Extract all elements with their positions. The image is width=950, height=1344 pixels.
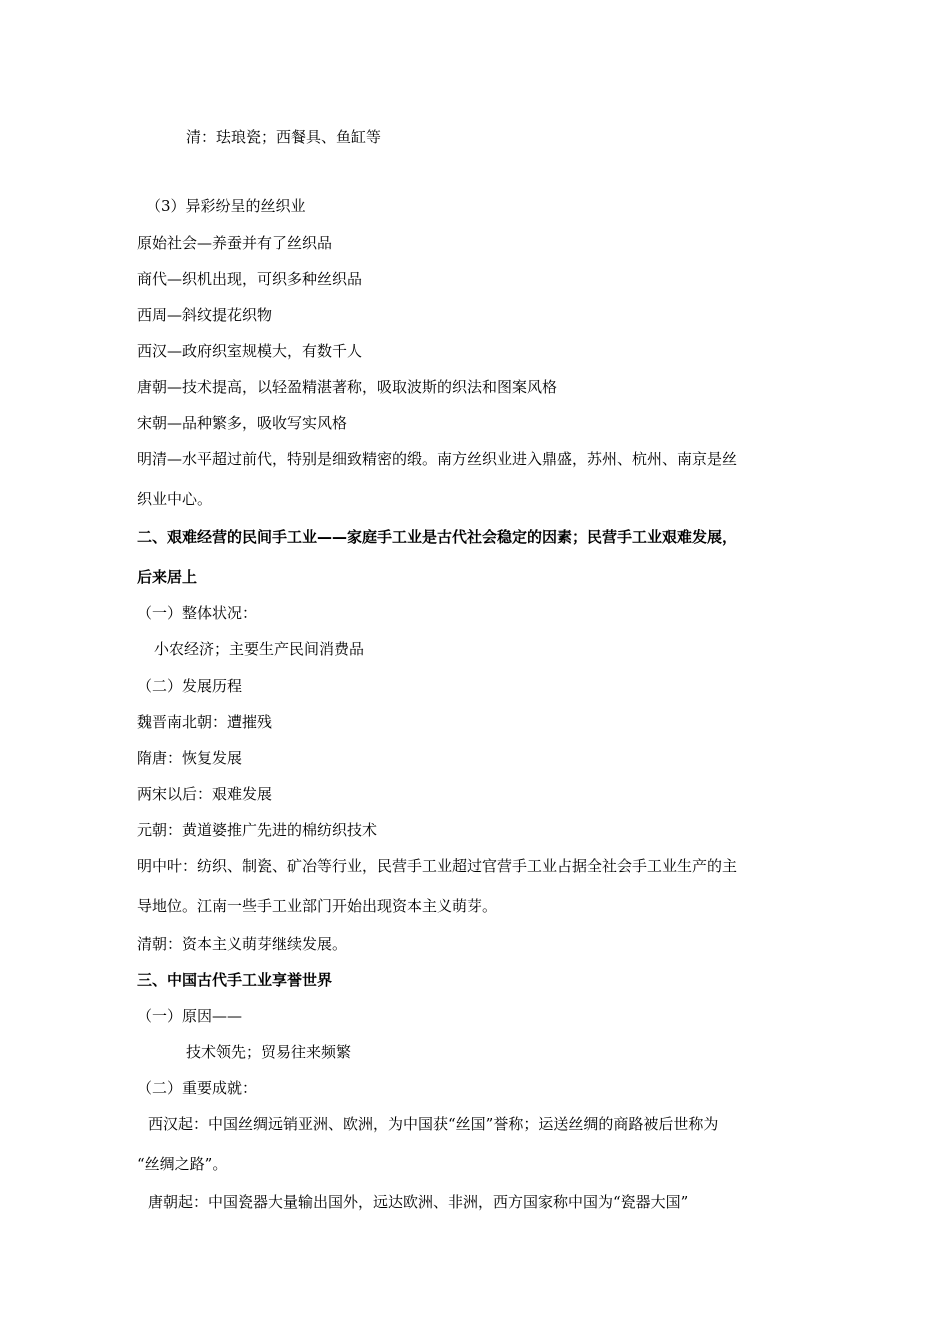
reasons-heading: （一）原因——	[137, 1007, 243, 1025]
overall-status-text: 小农经济；主要生产民间消费品	[154, 640, 365, 658]
tang-porcelain-line: 唐朝起：中国瓷器大量输出国外，远达欧洲、非洲，西方国家称中国为“瓷器大国”	[148, 1193, 689, 1211]
silk-ming-qing-line-cont: 织业中心。	[137, 490, 213, 508]
qing-enamel-line: 清：珐琅瓷；西餐具、鱼缸等	[186, 128, 382, 146]
silk-western-han-line: 西汉—政府织室规模大，有数千人	[137, 342, 363, 360]
western-han-silk-line-cont: “丝绸之路”。	[137, 1155, 228, 1173]
silk-shang-line: 商代—织机出现，可织多种丝织品	[137, 270, 363, 288]
reasons-text: 技术领先；贸易往来频繁	[186, 1043, 352, 1061]
silk-western-zhou-line: 西周—斜纹提花织物	[137, 306, 273, 324]
silk-section-heading: （3）异彩纷呈的丝织业	[146, 197, 306, 215]
silk-ming-qing-line: 明清—水平超过前代，特别是细致精密的缎。南方丝织业进入鼎盛，苏州、杭州、南京是丝	[137, 450, 738, 468]
section-2-heading-cont: 后来居上	[137, 568, 198, 586]
section-3-heading: 三、中国古代手工业享誉世界	[137, 971, 333, 989]
overall-status-heading: （一）整体状况：	[137, 604, 258, 622]
sui-tang-line: 隋唐：恢复发展	[137, 749, 243, 767]
mid-ming-line-cont: 导地位。江南一些手工业部门开始出现资本主义萌芽。	[137, 897, 498, 915]
song-after-line: 两宋以后：艰难发展	[137, 785, 273, 803]
wei-jin-line: 魏晋南北朝：遭摧残	[137, 713, 273, 731]
mid-ming-line: 明中叶：纺织、制瓷、矿冶等行业，民营手工业超过官营手工业占据全社会手工业生产的主	[137, 857, 738, 875]
yuan-line: 元朝：黄道婆推广先进的棉纺织技术	[137, 821, 378, 839]
section-2-heading: 二、艰难经营的民间手工业——家庭手工业是古代社会稳定的因素；民营手工业艰难发展，	[137, 528, 738, 546]
silk-tang-line: 唐朝—技术提高，以轻盈精湛著称，吸取波斯的织法和图案风格	[137, 378, 558, 396]
western-han-silk-line: 西汉起：中国丝绸远销亚洲、欧洲，为中国获“丝国”誉称；运送丝绸的商路被后世称为	[148, 1115, 719, 1133]
silk-primitive-line: 原始社会—养蚕并有了丝织品	[137, 234, 333, 252]
development-heading: （二）发展历程	[137, 677, 243, 695]
silk-song-line: 宋朝—品种繁多，吸收写实风格	[137, 414, 348, 432]
qing-line: 清朝：资本主义萌芽继续发展。	[137, 935, 348, 953]
achievements-heading: （二）重要成就：	[137, 1079, 258, 1097]
